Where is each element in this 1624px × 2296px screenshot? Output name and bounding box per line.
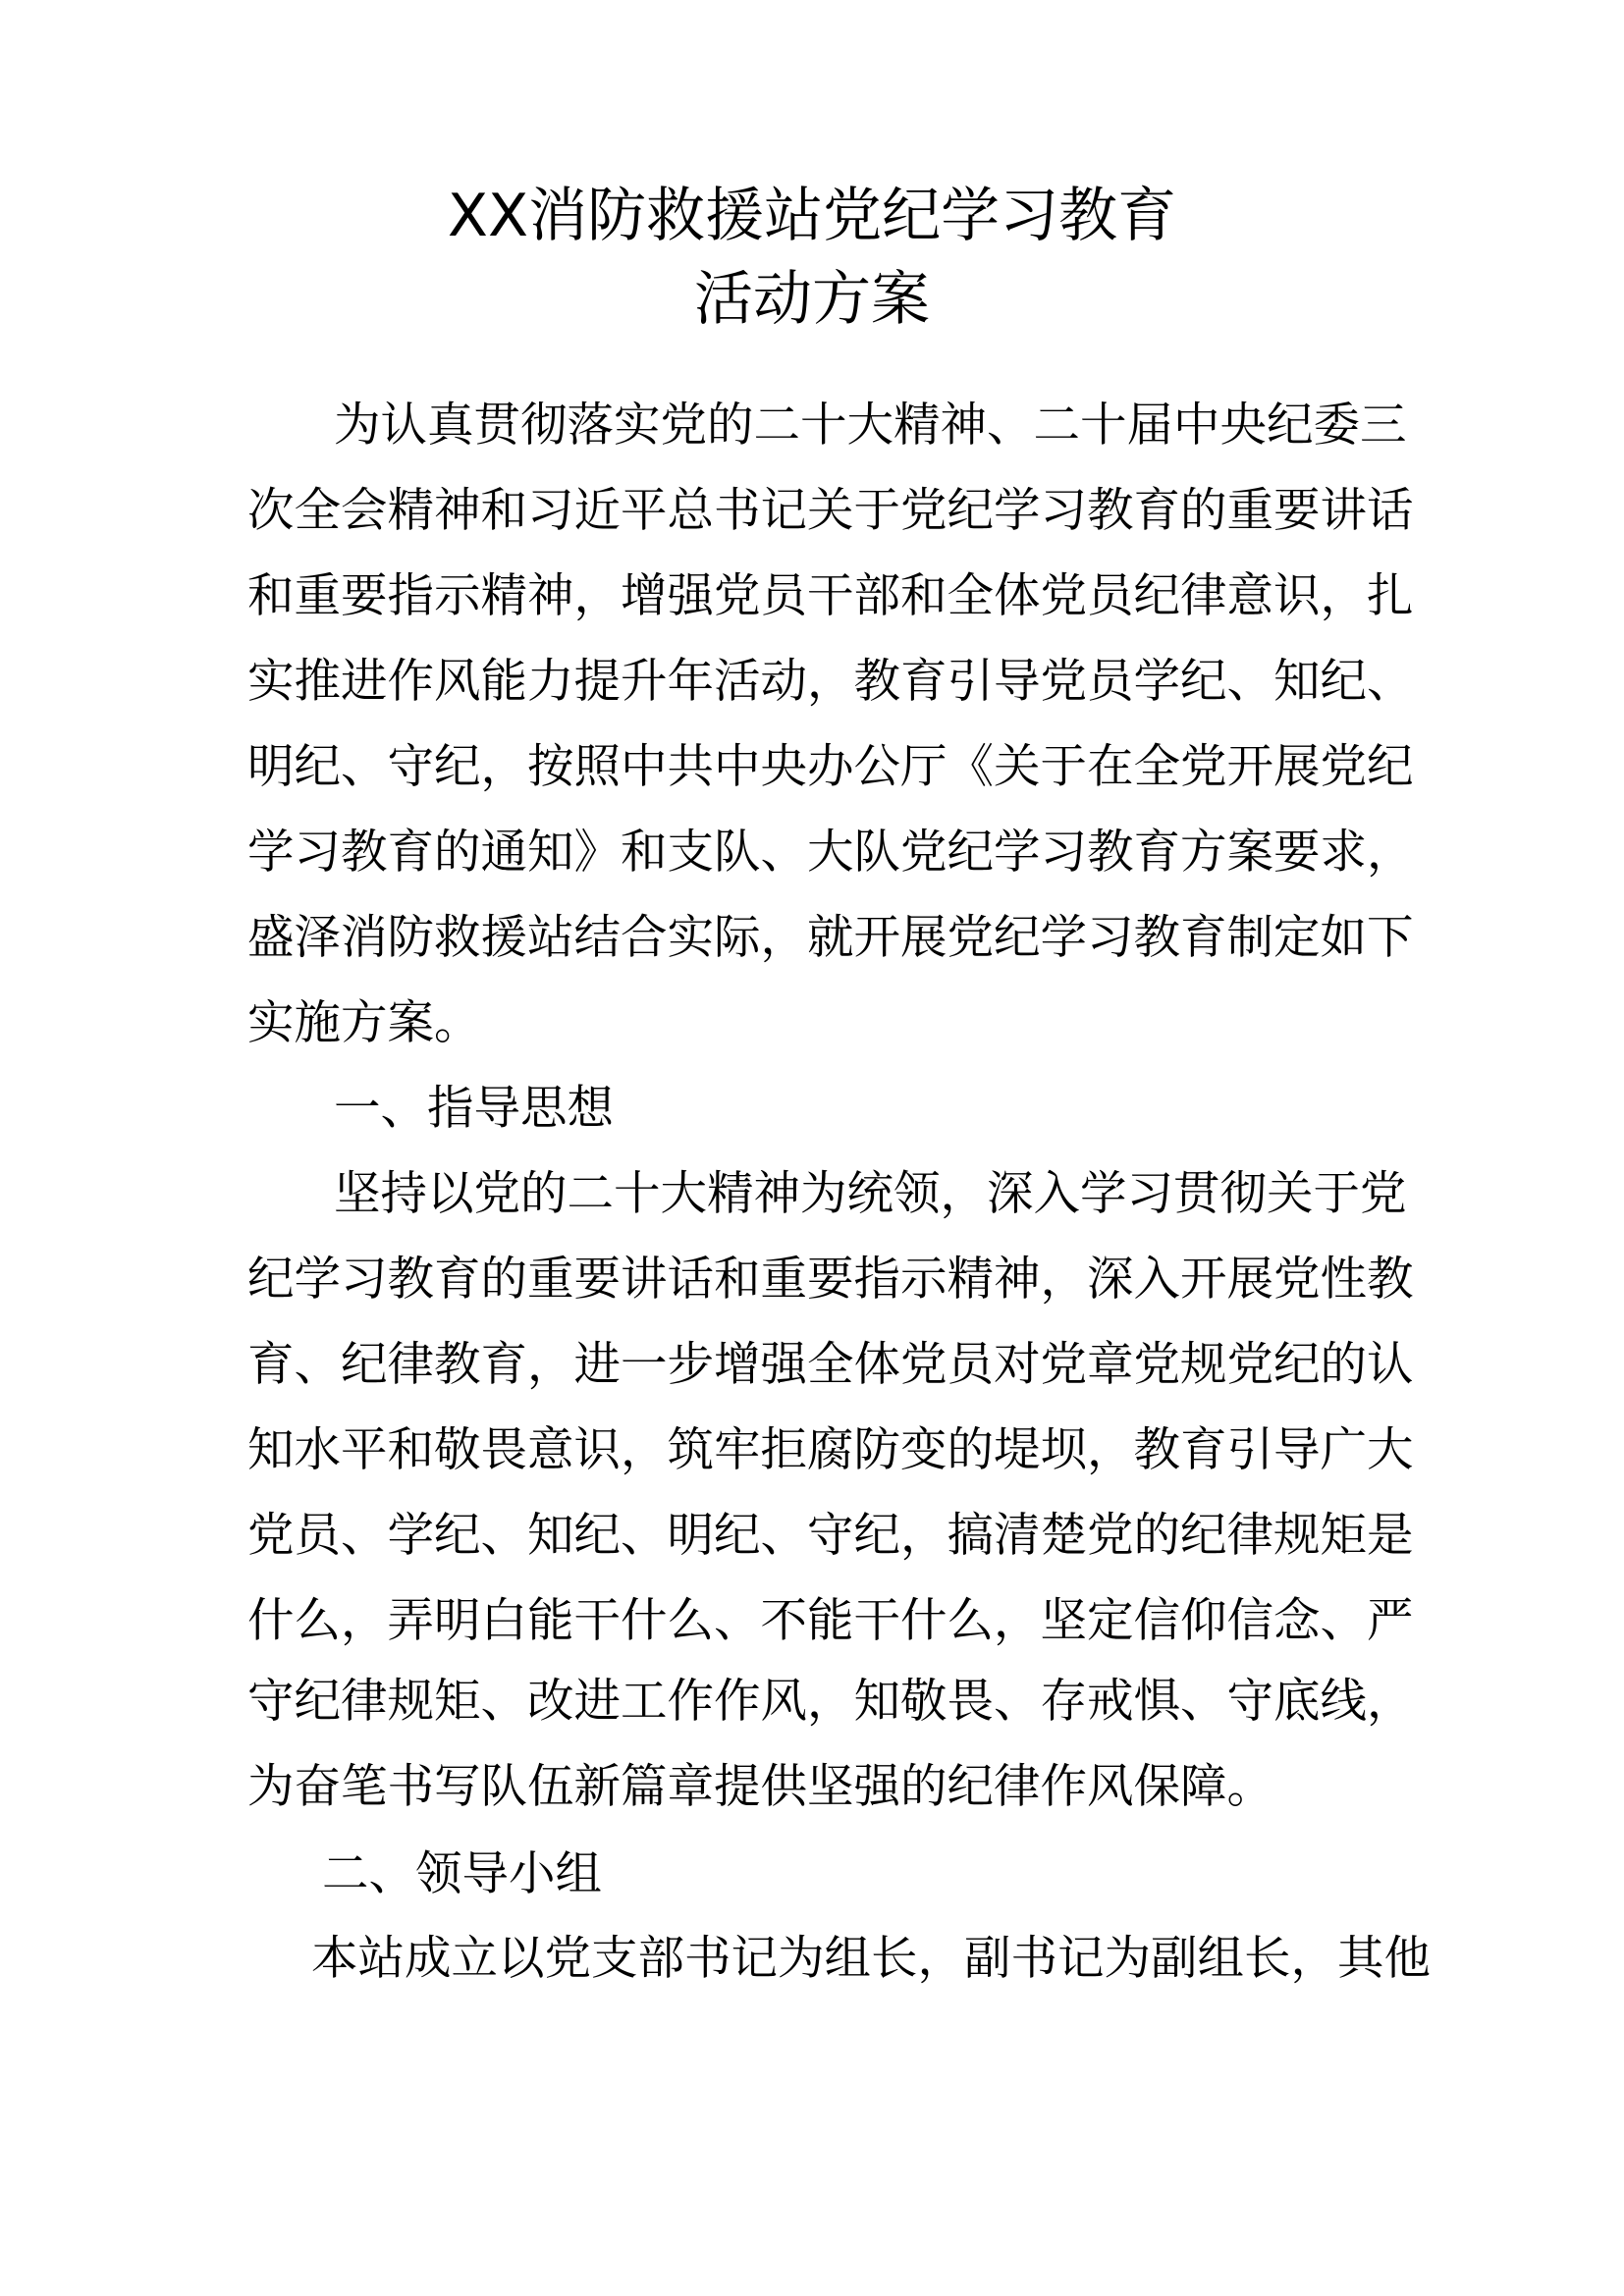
document-title-line-1: XX消防救援站党纪学习教育 xyxy=(447,182,1177,250)
paragraph-line: 坚持以党的二十大精神为统领，深入学习贯彻关于党 xyxy=(334,1167,1407,1221)
paragraph-line: 实推进作风能力提升年活动，教育引导党员学纪、知纪、 xyxy=(247,655,1414,709)
paragraph-line: 什么，弄明白能干什么、不能干什么，坚定信仰信念、严 xyxy=(247,1594,1414,1648)
paragraph-line: 盛泽消防救援站结合实际，就开展党纪学习教育制定如下 xyxy=(247,911,1414,965)
paragraph-line: 育、纪律教育，进一步增强全体党员对党章党规党纪的认 xyxy=(247,1338,1414,1392)
paragraph-line: 实施方案。 xyxy=(247,996,481,1050)
section-heading-leadership-group: 二、领导小组 xyxy=(322,1847,602,1901)
paragraph-line: 党员、学纪、知纪、明纪、守纪，搞清楚党的纪律规矩是 xyxy=(247,1509,1414,1563)
paragraph-line: 学习教育的通知》和支队、大队党纪学习教育方案要求， xyxy=(247,826,1414,880)
section-heading-guiding-ideology: 一、指导思想 xyxy=(334,1082,614,1136)
paragraph-line: 次全会精神和习近平总书记关于党纪学习教育的重要讲话 xyxy=(247,484,1414,538)
paragraph-line: 为认真贯彻落实党的二十大精神、二十届中央纪委三 xyxy=(334,399,1407,453)
paragraph-line: 为奋笔书写队伍新篇章提供坚强的纪律作风保障。 xyxy=(247,1760,1273,1814)
paragraph-line: 知水平和敬畏意识，筑牢拒腐防变的堤坝，教育引导广大 xyxy=(247,1423,1414,1477)
paragraph-line: 明纪、守纪，按照中共中央办公厅《关于在全党开展党纪 xyxy=(247,740,1414,794)
document-title-line-2: 活动方案 xyxy=(694,265,930,334)
paragraph-line: 纪学习教育的重要讲话和重要指示精神，深入开展党性教 xyxy=(247,1253,1414,1307)
paragraph-line: 和重要指示精神，增强党员干部和全体党员纪律意识，扎 xyxy=(247,569,1414,623)
paragraph-line: 守纪律规矩、改进工作作风，知敬畏、存戒惧、守底线， xyxy=(247,1675,1414,1729)
paragraph-line: 本站成立以党支部书记为组长，副书记为副组长，其他 xyxy=(311,1932,1431,1986)
